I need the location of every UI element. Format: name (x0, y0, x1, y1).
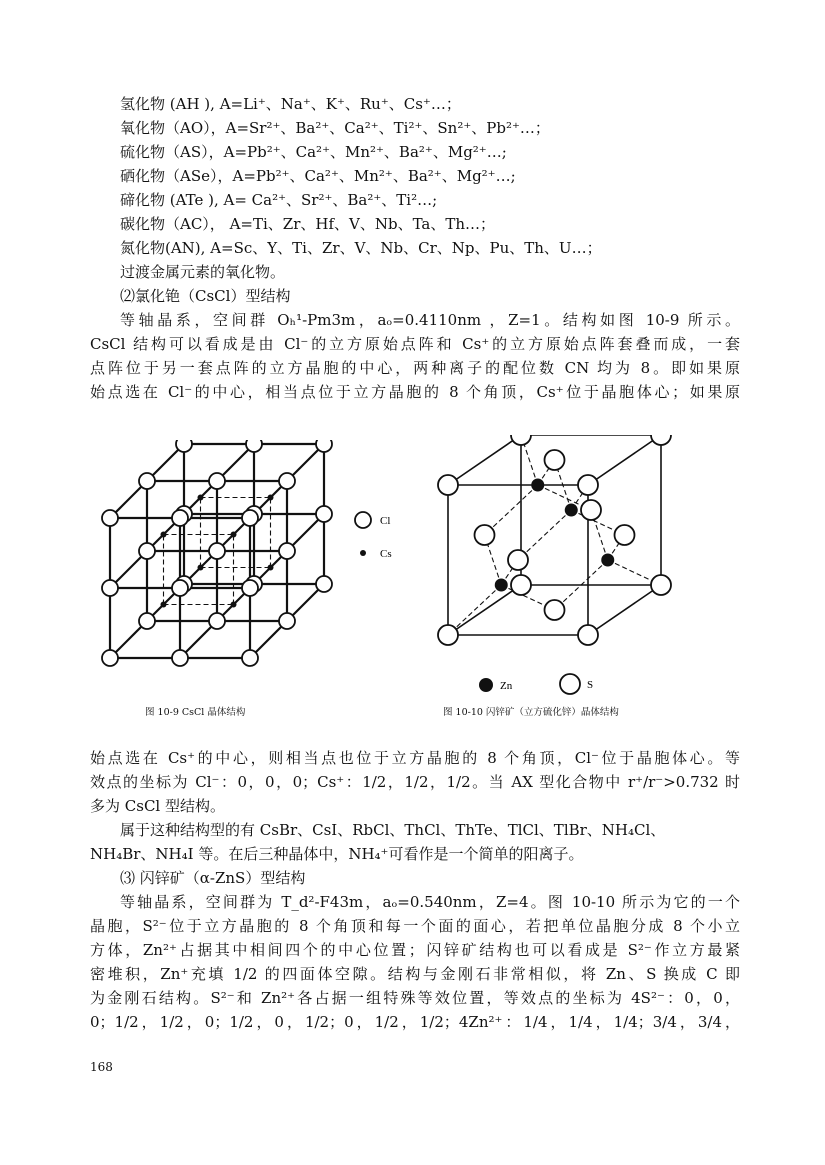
cl-atom (176, 440, 192, 452)
cl-atom (209, 543, 225, 559)
zn-atom (495, 579, 508, 592)
cs-atom (161, 602, 167, 608)
s-atom (578, 475, 598, 495)
cl-atom (279, 473, 295, 489)
cl-atom (316, 576, 332, 592)
section-title-text: ⑶ 闪锌矿（α-ZnS）型结构 (120, 869, 306, 887)
cs-atom (268, 565, 274, 571)
cell-edge (448, 585, 521, 635)
cl-atom (316, 440, 332, 452)
cs-atom (198, 565, 204, 571)
paragraph-line: 等轴晶系，空间群为 T_d²-F43m，aₒ=0.540nm，Z=4。图 10-10 所示为它的一个 (120, 893, 740, 911)
cl-atom (172, 650, 188, 666)
cs-legend-icon (360, 550, 366, 556)
cl-atom (139, 613, 155, 629)
cl-atom (242, 580, 258, 596)
paragraph-zns (90, 890, 740, 1034)
paragraph-line: 为金刚石结构。S²⁻和 Zn²⁺各占据一组特殊等效位置，等效点的坐标为 4S²⁻：0，0， (90, 989, 740, 1007)
s-atom (615, 525, 635, 545)
list-line-oxide: 氧化物（AO），A=Sr²⁺、Ba²⁺、Ca²⁺、Ti²⁺、Sn²⁺、Pb²⁺…； (120, 119, 550, 137)
zn-s-bond (518, 510, 571, 560)
zn-legend-icon (479, 678, 493, 692)
figure-cscl-caption: 图 10-9 CsCl 晶体结构 (145, 707, 246, 718)
cl-atom (102, 650, 118, 666)
s-legend-label: S (587, 679, 594, 691)
s-atom (475, 525, 495, 545)
list-line-transition-oxides: 过渡金属元素的氧化物。 (120, 263, 286, 281)
paragraph-line: CsCl 结构可以看成是由 Cl⁻的立方原始点阵和 Cs⁺的立方原始点阵套叠而成，一套 (90, 335, 740, 353)
zn-atom (531, 479, 544, 492)
cs-legend-label: Cs (380, 548, 392, 560)
cscl-legend (355, 512, 392, 560)
paragraph-line: 密堆积，Zn⁺充填 1/2 的四面体空隙。结构与金刚石非常相似，将 Zn、S 换成 C 即 (90, 965, 740, 983)
list-line-sulfide: 硫化物（AS），A=Pb²⁺、Ca²⁺、Mn²⁺、Ba²⁺、Mg²⁺…; (120, 143, 507, 161)
s-atom (511, 575, 531, 595)
s-atom (651, 575, 671, 595)
cl-atom (279, 543, 295, 559)
zn-s-bond (448, 585, 501, 635)
s-atom (581, 500, 601, 520)
cl-legend-label: Cl (380, 515, 391, 527)
cl-atom (139, 473, 155, 489)
section-title-cscl: ⑵氯化铯（CsCl）型结构 (120, 287, 291, 305)
zns-legend (479, 674, 593, 694)
list-line-carbide: 碳化物（AC）， A=Ti、Zr、Hf、V、Nb、Ta、Th…； (120, 215, 496, 233)
paragraph-line: 多为 CsCl 型结构。 (90, 797, 225, 815)
list-line-nitride: 氮化物(AN), A=Sc、Y、Ti、Zr、V、Nb、Cr、Np、Pu、Th、U…； (120, 239, 602, 257)
s-atom (545, 450, 565, 470)
paragraph-line: 晶胞，S²⁻位于立方晶胞的 8 个角顶和每一个面的面心，若把单位晶胞分成 8 个小立 (90, 917, 740, 935)
list-line-telluride: 碲化物 (ATe ), A= Ca²⁺、Sr²⁺、Ba²⁺、Ti²…; (120, 191, 438, 209)
zn-atom (565, 504, 578, 517)
figure-zns-caption: 图 10-10 闪锌矿（立方硫化锌）晶体结构 (443, 707, 619, 718)
paragraph-cscl-1 (90, 308, 740, 404)
cl-atom (242, 510, 258, 526)
paragraph-line: 等轴晶系，空间群 Oₕ¹-Pm3m，aₒ=0.4110nm ，Z=1。结构如图 10-9 所示。 (120, 311, 740, 329)
cl-atom (209, 473, 225, 489)
paragraph-line: 方体，Zn²⁺占据其中相间四个的中心位置；闪锌矿结构也可以看成是 S²⁻作立方最紧 (90, 941, 740, 959)
cl-atom (172, 510, 188, 526)
cl-atom (242, 650, 258, 666)
paragraph-line: 属于这种结构型的有 CsBr、CsI、RbCl、ThCl、ThTe、TlCl、TlBr、NH₄Cl、 (120, 821, 666, 839)
cl-atom (102, 510, 118, 526)
cl-atom (172, 580, 188, 596)
figure-zns-structure (430, 435, 690, 705)
s-atom (438, 475, 458, 495)
paragraph-cscl-examples (90, 818, 740, 866)
cl-atom (139, 543, 155, 559)
paragraph-line: 始点选在 Cs⁺的中心，则相当点也位于立方晶胞的 8 个角顶，Cl⁻位于晶胞体心。等 (90, 749, 740, 767)
zn-s-bond (485, 485, 538, 535)
cell-edge (588, 585, 661, 635)
cl-legend-icon (355, 512, 371, 528)
cl-atom (279, 613, 295, 629)
paragraph-line: 点阵位于另一套点阵的立方晶胞的中心，两种离子的配位数 CN 均为 8。即如果原 (90, 359, 740, 377)
cs-atom (231, 602, 237, 608)
zn-legend-label: Zn (500, 680, 513, 692)
top-list (90, 92, 740, 308)
paragraph-line: 效点的坐标为 Cl⁻：0，0，0；Cs⁺：1/2，1/2，1/2。当 AX 型化合物中 r⁺/r⁻>0.732 时 (90, 773, 740, 791)
zn-atom (601, 554, 614, 567)
cl-atom (102, 580, 118, 596)
s-atom (578, 625, 598, 645)
paragraph-line: 0；1/2，1/2，0；1/2，0，1/2；0，1/2，1/2；4Zn²⁺：1/4，1/4，1/4；3/4，3/4， (90, 1013, 740, 1031)
paragraph-line: 始点选在 Cl⁻的中心，相当点位于立方晶胞的 8 个角顶，Cs⁺位于晶胞体心；如果原 (90, 383, 740, 401)
cs-atom (268, 495, 274, 501)
s-legend-icon (560, 674, 580, 694)
s-atom (545, 600, 565, 620)
list-line-hydride: 氢化物 (AH ), A=Li⁺、Na⁺、K⁺、Ru⁺、Cs⁺…； (120, 95, 461, 113)
section-title-zns (90, 866, 740, 890)
cell-edge (588, 435, 661, 485)
cl-atom (316, 506, 332, 522)
cs-atom (198, 495, 204, 501)
s-atom (511, 435, 531, 445)
cl-atom (246, 440, 262, 452)
s-atom (651, 435, 671, 445)
cl-atom (209, 613, 225, 629)
paragraph-cscl-2 (90, 746, 740, 818)
cs-atom (231, 532, 237, 538)
list-line-selenide: 硒化物（ASe），A=Pb²⁺、Ca²⁺、Mn²⁺、Ba²⁺、Mg²⁺…; (120, 167, 516, 185)
cell-edge (448, 435, 521, 485)
page-number: 168 (90, 1060, 113, 1074)
s-atom (508, 550, 528, 570)
paragraph-line: NH₄Br、NH₄I 等。在后三种晶体中，NH₄⁺可看作是一个简单的阳离子。 (90, 845, 584, 863)
s-atom (438, 625, 458, 645)
cs-atom (161, 532, 167, 538)
